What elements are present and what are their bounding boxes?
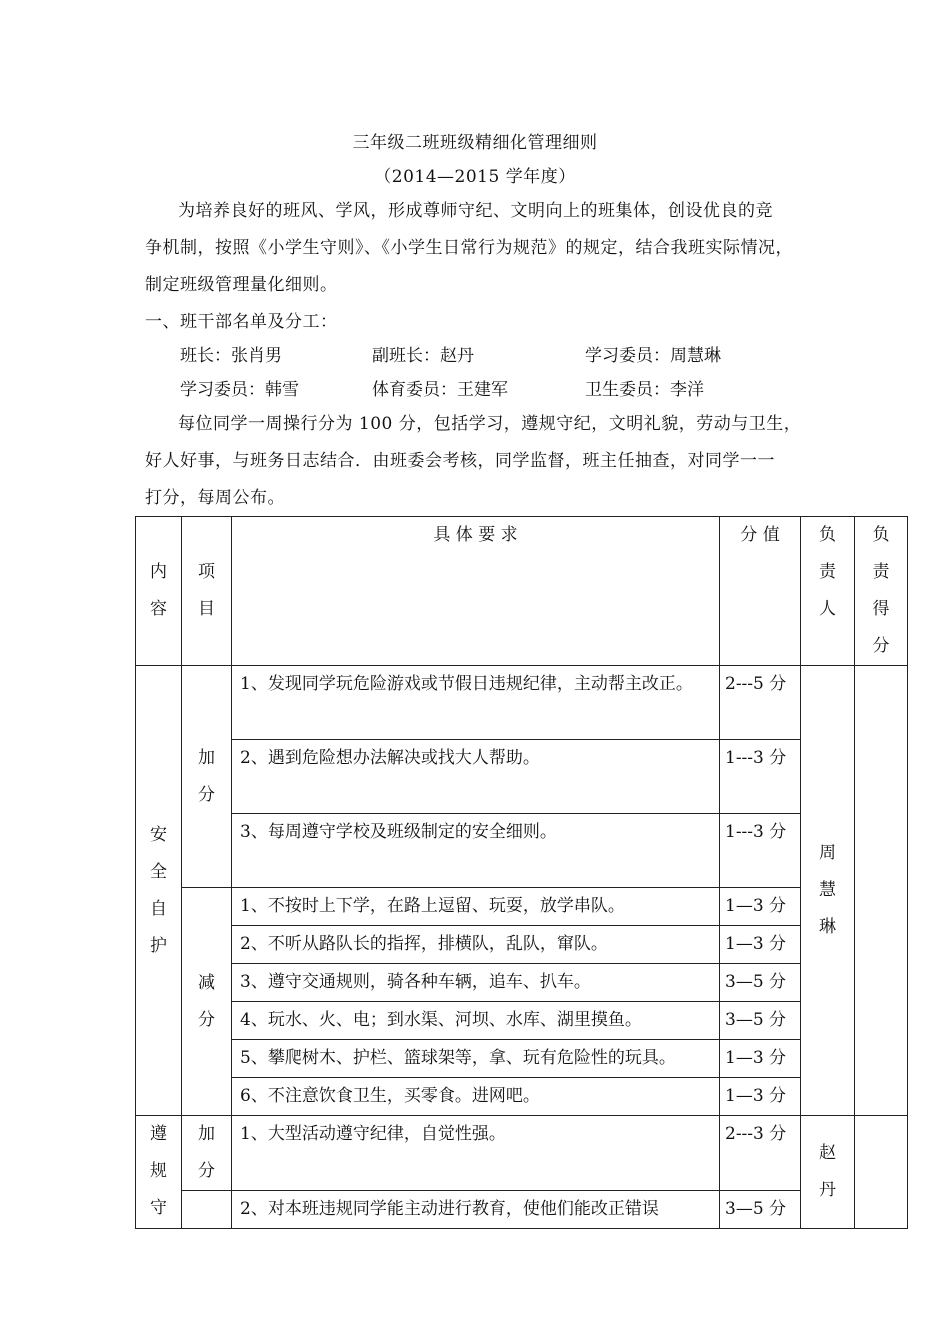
- value-cell: 3—5 分: [720, 1002, 801, 1040]
- header-owner: 负 责 人: [801, 517, 855, 666]
- value-cell: 1—3 分: [720, 926, 801, 964]
- table-header-row: [136, 517, 908, 666]
- table-row: [136, 1040, 908, 1078]
- intro-line-3: 制定班级管理量化细则。: [145, 275, 338, 295]
- requirement-cell: 6、不注意饮食卫生，买零食。进网吧。: [232, 1078, 720, 1116]
- header-content: 内 容: [136, 517, 182, 666]
- table-row: [136, 964, 908, 1002]
- requirement-cell: 1、发现同学玩危险游戏或节假日违规纪律，主动帮主改正。: [232, 666, 720, 740]
- value-cell: 2---5 分: [720, 666, 801, 740]
- discipline-plus-label-cont: [182, 1191, 232, 1229]
- safety-plus-label: 加 分: [182, 666, 232, 888]
- requirement-cell: 3、每周遵守学校及班级制定的安全细则。: [232, 814, 720, 888]
- owner-discipline: 赵 丹: [801, 1116, 855, 1229]
- intro-line-2: 争机制，按照《小学生守则》、《小学生日常行为规范》的规定，结合我班实际情况，: [145, 238, 793, 258]
- cadre-monitor: 班长：张肖男: [180, 346, 282, 366]
- category-discipline: 遵 规 守: [136, 1116, 182, 1229]
- rules-table: [135, 516, 908, 1229]
- requirement-cell: 2、对本班违规同学能主动进行教育，使他们能改正错误: [232, 1191, 720, 1229]
- header-item: 项 目: [182, 517, 232, 666]
- table-row: [136, 926, 908, 964]
- table-row: [136, 666, 908, 740]
- section-heading-cadres: 一、班干部名单及分工：: [145, 312, 338, 332]
- scoring-line-3: 打分，每周公布。: [145, 488, 285, 508]
- document-title: 三年级二班班级精细化管理细则: [352, 133, 598, 153]
- requirement-cell: 1、大型活动遵守纪律，自觉性强。: [232, 1116, 720, 1191]
- category-safety: 安 全 自 护: [136, 666, 182, 1116]
- cadre-study-1: 学习委员：周慧琳: [585, 346, 721, 366]
- requirement-cell: 2、不听从路队长的指挥，排横队，乱队，窜队。: [232, 926, 720, 964]
- table-row: [136, 814, 908, 888]
- school-year: （2014—2015 学年度）: [374, 167, 576, 187]
- table-row: [136, 888, 908, 926]
- table-row: [136, 1116, 908, 1191]
- value-cell: 1—3 分: [720, 888, 801, 926]
- header-owner-score: 负 责 得 分: [855, 517, 908, 666]
- discipline-plus-label: 加 分: [182, 1116, 232, 1191]
- table-row: [136, 1002, 908, 1040]
- header-requirement: 具 体 要 求: [232, 517, 720, 666]
- scoring-line-1: 每位同学一周操行分为 100 分，包括学习，遵规守纪，文明礼貌，劳动与卫生，: [178, 414, 802, 434]
- requirement-cell: 2、遇到危险想办法解决或找大人帮助。: [232, 740, 720, 814]
- table-row: [136, 1191, 908, 1229]
- intro-line-1: 为培养良好的班风、学风，形成尊师守纪、文明向上的班集体，创设优良的竞: [178, 201, 773, 221]
- cadre-hygiene: 卫生委员：李洋: [585, 380, 704, 400]
- header-value: 分 值: [720, 517, 801, 666]
- value-cell: 1—3 分: [720, 1040, 801, 1078]
- safety-minus-label: 减 分: [182, 888, 232, 1116]
- requirement-cell: 3、遵守交通规则，骑各种车辆，追车、扒车。: [232, 964, 720, 1002]
- requirement-cell: 4、玩水、火、电；到水渠、河坝、水库、湖里摸鱼。: [232, 1002, 720, 1040]
- value-cell: 2---3 分: [720, 1116, 801, 1191]
- requirement-cell: 1、不按时上下学，在路上逗留、玩耍，放学串队。: [232, 888, 720, 926]
- owner-score-discipline: [855, 1116, 908, 1229]
- cadre-study-2: 学习委员：韩雪: [180, 380, 299, 400]
- value-cell: 1---3 分: [720, 740, 801, 814]
- scoring-line-2: 好人好事，与班务日志结合．由班委会考核，同学监督，班主任抽查，对同学一一: [145, 451, 775, 471]
- table-row: [136, 740, 908, 814]
- value-cell: 1—3 分: [720, 1078, 801, 1116]
- owner-score-safety: [855, 666, 908, 1116]
- cadre-sports: 体育委员：王建军: [372, 380, 508, 400]
- cadre-vice-monitor: 副班长：赵丹: [372, 346, 474, 366]
- value-cell: 3—5 分: [720, 964, 801, 1002]
- value-cell: 1---3 分: [720, 814, 801, 888]
- requirement-cell: 5、攀爬树木、护栏、篮球架等，拿、玩有危险性的玩具。: [232, 1040, 720, 1078]
- value-cell: 3—5 分: [720, 1191, 801, 1229]
- owner-safety: 周 慧 琳: [801, 666, 855, 1116]
- table-row: [136, 1078, 908, 1116]
